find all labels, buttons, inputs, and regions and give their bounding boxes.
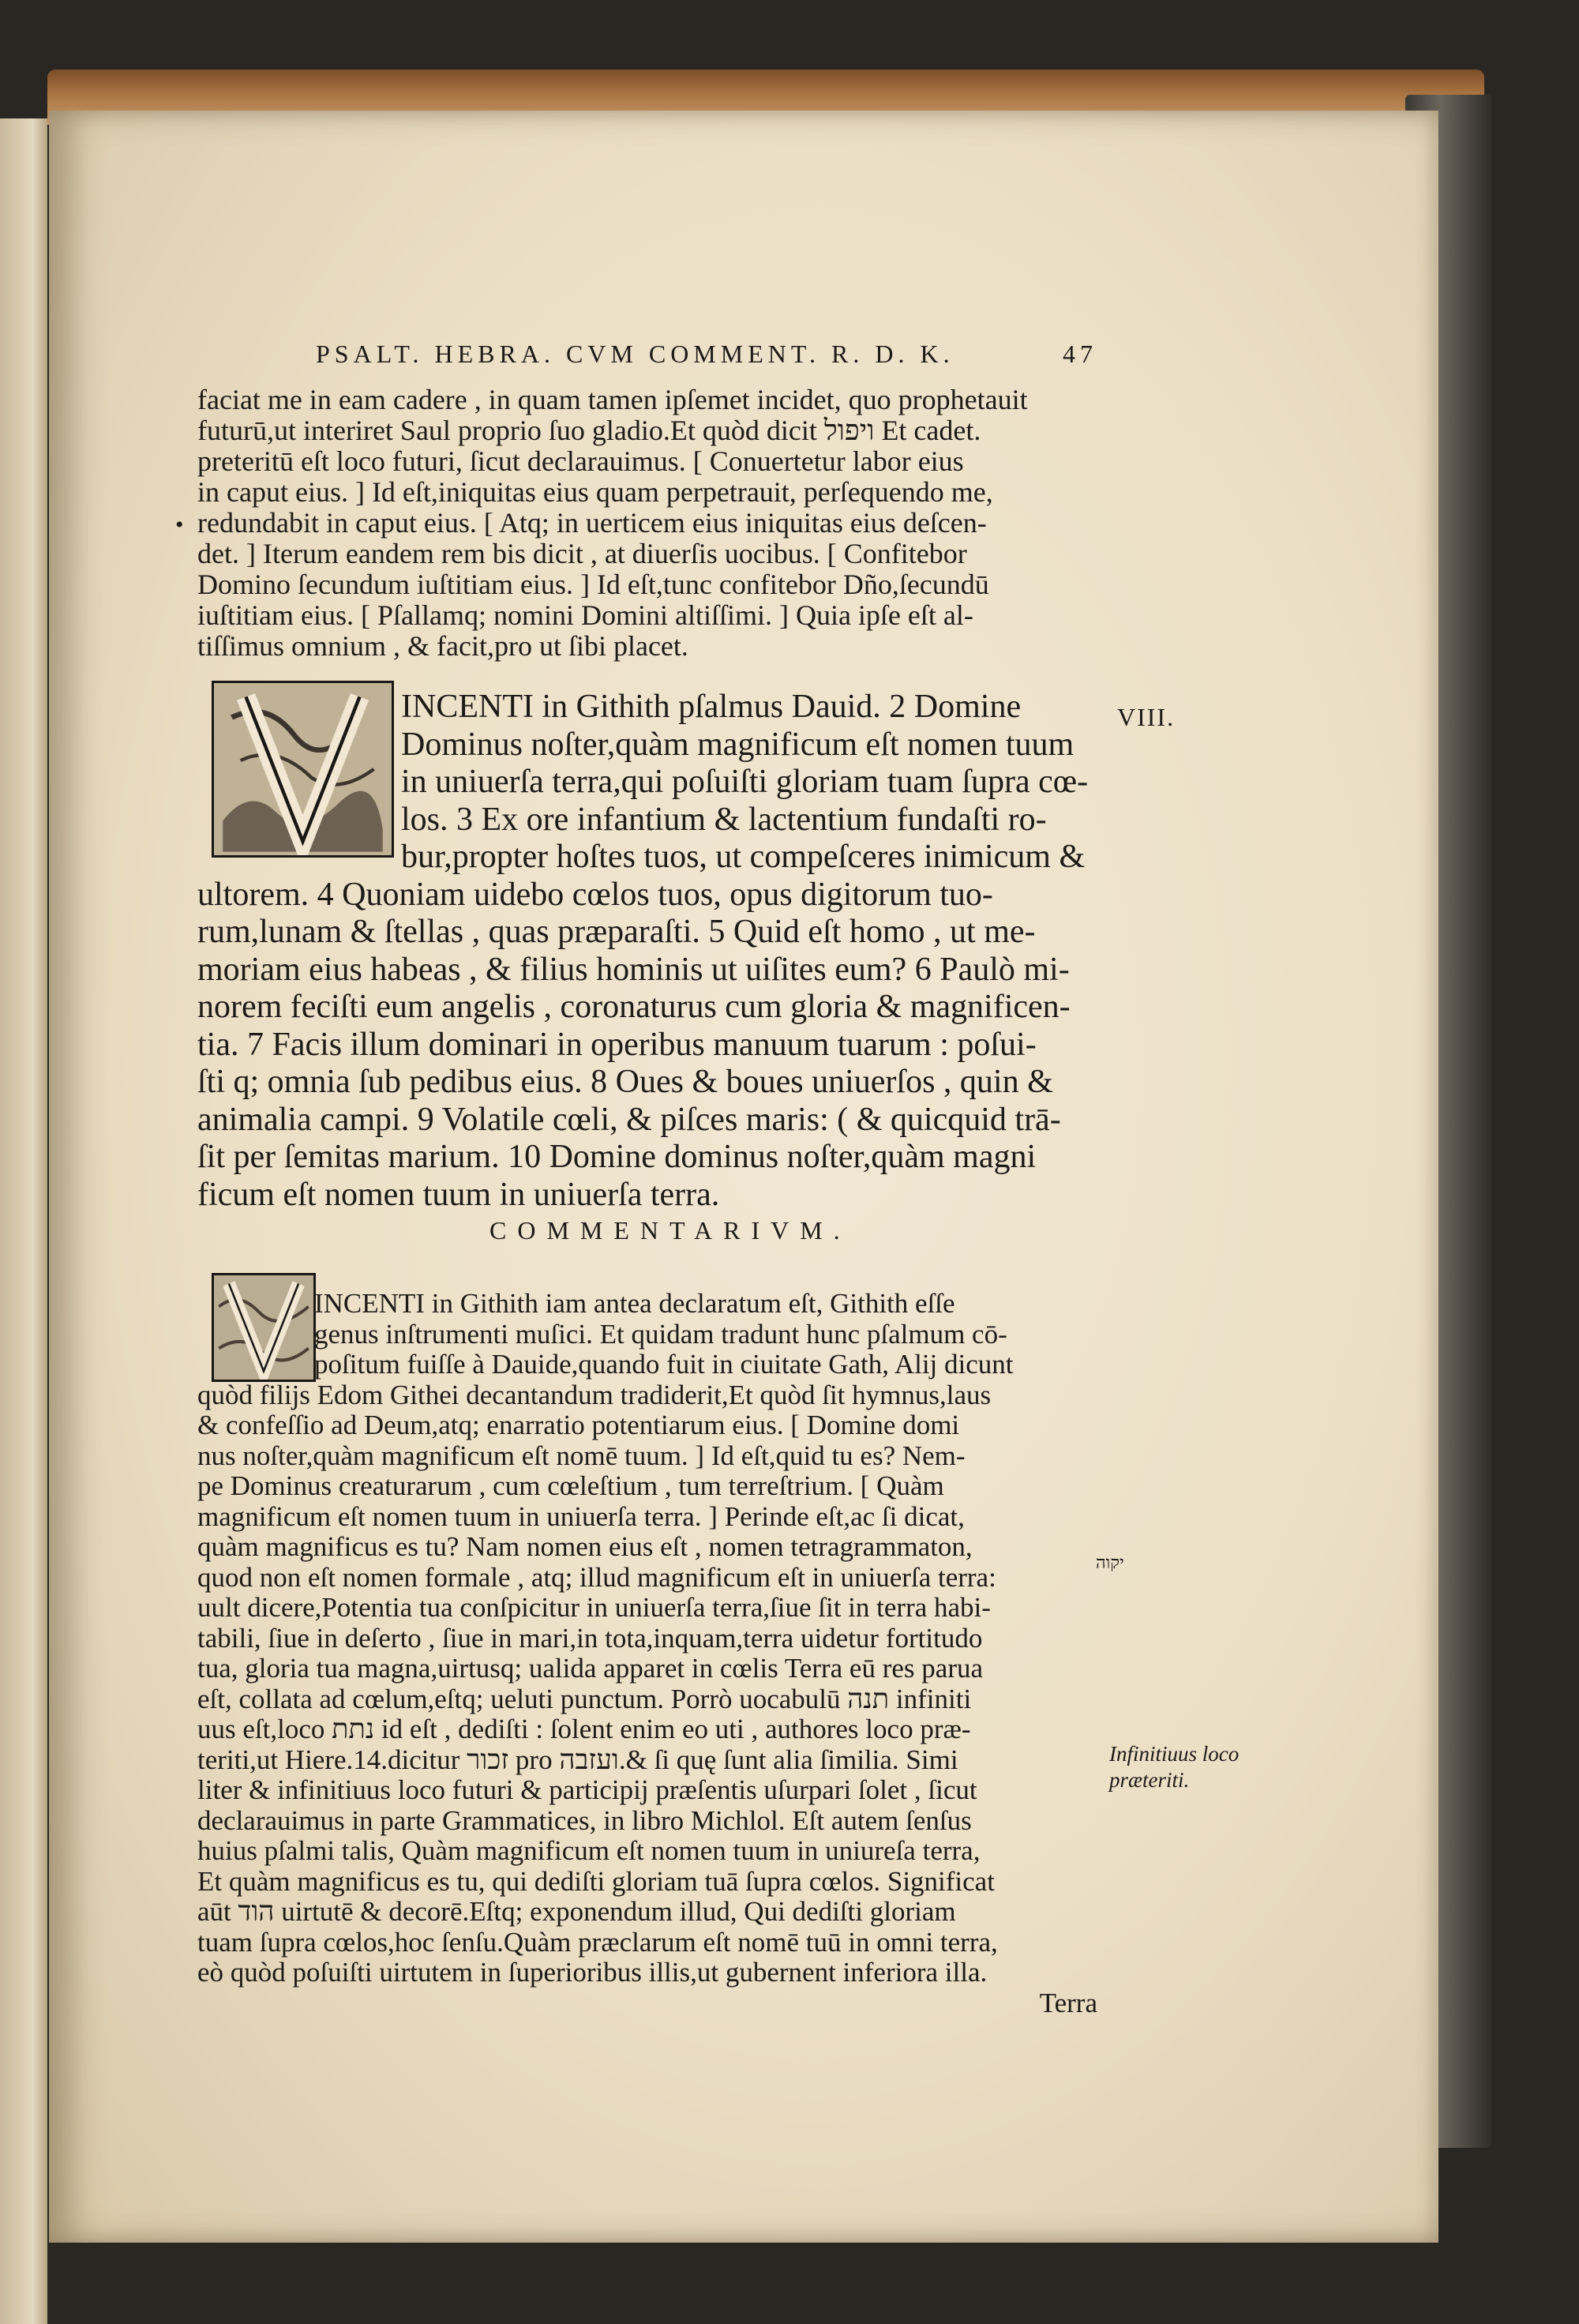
commentary-line: aūt הוד uirtutē & decorē.Eſtq; exponendum illud, Qui dediſti gloriam [197, 1896, 956, 1927]
commentary-line: quàm magnificus es tu? Nam nomen eius eſt , nomen tetragrammaton, [197, 1531, 973, 1562]
commentary-line: tua, gloria tua magna,uirtusq; ualida apparet in cœlis Terra eū res parua [197, 1653, 984, 1684]
commentary-line: magnificum eſt nomen tuum in uniuerſa terra. ] Perinde eſt,ac ſi dicat, [197, 1500, 965, 1532]
commentary-line: genus inſtrumenti muſici. Et quidam tradunt hunc pſalmum cō- [314, 1318, 1007, 1350]
running-head [316, 340, 1097, 369]
psalm-line: ultorem. 4 Quoniam uidebo cœlos tuos, opus digitorum tuo- [197, 876, 993, 913]
text-line: in caput eius. ] Id eſt,iniquitas eius quam perpetrauit, perſequendo me, [197, 476, 993, 508]
commentary-line: INCENTI in Githith iam antea declaratum eſt, Githith eſſe [314, 1288, 955, 1319]
text-line: tiſſimus omnium , & facit,pro ut ſibi placet. [197, 630, 688, 662]
facing-page-edge [0, 118, 47, 2324]
commentary-line: uus eſt,loco נתת id eſt , dediſti : ſolent enim eo uti , authores loco præ- [197, 1714, 971, 1744]
text-line: iuſtitiam eius. [ Pſallamq; nomini Domini altiſſimi. ] Quia ipſe eſt al- [197, 599, 973, 631]
catchword: Terra [1039, 1987, 1097, 2018]
text-line: det. ] Iterum eandem rem bis dicit , at diuerſis uocibus. [ Confitebor [197, 538, 967, 569]
psalm-text-block [197, 689, 1097, 1214]
commentary-line: quòd filijs Edom Githei decantandum tradiderit,Et quòd ſit hymnus,laus [197, 1379, 992, 1410]
psalm-number: VIII. [1117, 703, 1176, 731]
commentary-line: Et quàm magnificus es tu, qui dediſti gloriam tuā ſupra cœlos. Significat [197, 1865, 995, 1897]
psalm-line: tia. 7 Facis illum dominari in operibus manuum tuarum : poſui- [197, 1026, 1037, 1063]
psalm-line: in uniuerſa terra,qui poſuiſti gloriam tuam ſupra cœ- [401, 764, 1089, 800]
psalm-line: ficum eſt nomen tuum in uniuerſa terra. [197, 1176, 720, 1213]
commentary-line: poſitum fuiſſe à Dauide,quando fuit in ciuitate Gath, Alij dicunt [314, 1349, 1014, 1380]
psalm-line: rum,lunam & ſtellas , quas præparaſti. 5 Quid eſt homo , ut me- [197, 914, 1036, 950]
commentary-line: huius pſalmi talis, Quàm magnificum eſt nomen tuum in uniureſa terra, [197, 1835, 981, 1866]
margin-hebrew-note: יקוה [1096, 1552, 1124, 1572]
commentary-line: & confeſſio ad Deum,atq; enarratio potentiarum eius. [ Domine domi [197, 1410, 960, 1440]
margin-note-line: præteriti. [1109, 1768, 1190, 1792]
page-number: 47 [1063, 340, 1097, 368]
commentary-line: tabili, ſiue in deſerto , ſiue in mari,in tota,inquam,terra uidetur fortitudo [197, 1622, 983, 1654]
margin-note-line: Infinitiuus loco [1109, 1742, 1240, 1766]
psalm-line: norem feciſti eum angelis , coronaturus cum gloria & magnificen- [197, 989, 1071, 1025]
commentary-line: tuam ſupra cœlos,hoc ſenſu.Quàm præclarum eſt nomē tuū in omni terra, [197, 1926, 998, 1958]
commentary-line: pe Dominus creaturarum , cum cœleſtium , tum terreſtrium. [ Quàm [197, 1470, 944, 1501]
psalm-line: ſti q; omnia ſub pedibus eius. 8 Oues & boues uniuerſos , quin & [197, 1064, 1053, 1100]
psalm-line: INCENTI in Githith pſalmus Dauid. 2 Domine [401, 689, 1022, 725]
psalm-line: Dominus noſter,quàm magnificum eſt nomen tuum [401, 726, 1075, 763]
commentary-line: eſt, collata ad cœlum,eſtq; ueluti punctum. Porrò uocabulū תנה infiniti [197, 1683, 972, 1714]
commentary-text-block [197, 1289, 1097, 2018]
text-line: futurū,ut interiret Saul proprio ſuo gladio.Et quòd dicit ויפול Et cadet. [197, 415, 981, 446]
commentary-line: declarauimus in parte Grammatices, in libro Michlol. Eſt autem ſenſus [197, 1804, 972, 1836]
running-head-title: PSALT. HEBRA. CVM COMMENT. R. D. K. [316, 340, 955, 368]
psalm-line: animalia campi. 9 Volatile cœli, & piſces maris: ( & quicquid trā- [197, 1101, 1061, 1138]
text-line: Domino ſecundum iuſtitiam eius. ] Id eſt,tunc confitebor Dño,ſecundū [197, 569, 989, 600]
commentary-heading: COMMENTARIVM. [489, 1216, 851, 1245]
text-line: preteritū eſt loco futuri, ſicut declarauimus. [ Conuertetur labor eius [197, 445, 964, 477]
psalm-line: los. 3 Ex ore infantium & lactentium fundaſti ro- [401, 801, 1047, 838]
psalm-line: bur,propter hoſtes tuos, ut compeſceres inimicum & [401, 839, 1086, 875]
text-line: faciat me in eam cadere , in quam tamen ipſemet incidet, quo prophetauit [197, 384, 1028, 415]
margin-mark: • [175, 512, 184, 538]
psalm-line: moriam eius habeas , & filius hominis ut uiſites eum? 6 Paulò mi- [197, 951, 1070, 988]
text-line: redundabit in caput eius. [ Atq; in uerticem eius iniquitas eius deſcen- [197, 507, 987, 539]
commentary-line: uult dicere,Potentia tua conſpicitur in uniuerſa terra,ſiue ſit in terra habi- [197, 1592, 991, 1623]
margin-note [1109, 1741, 1283, 1793]
commentary-line: liter & infinitiuus loco futuri & participij præſentis uſurpari ſolet , ſicut [197, 1774, 977, 1805]
commentary-line: eò quòd poſuiſti uirtutem in ſuperioribus illis,ut gubernent inferiora illa. [197, 1957, 988, 1988]
top-text-block [197, 385, 1097, 662]
commentary-line: teriti,ut Hiere.14.dicitur זכור pro ועזבה.& ſi quę ſunt alia ſimilia. Simi [197, 1744, 958, 1775]
psalm-line: ſit per ſemitas marium. 10 Domine dominus noſter,quàm magni [197, 1139, 1037, 1175]
commentary-line: quod non eſt nomen formale , atq; illud magnificum eſt in uniuerſa terra: [197, 1561, 996, 1593]
commentary-line: nus noſter,quàm magnificum eſt nomē tuum. ] Id eſt,quid tu es? Nem- [197, 1440, 966, 1471]
